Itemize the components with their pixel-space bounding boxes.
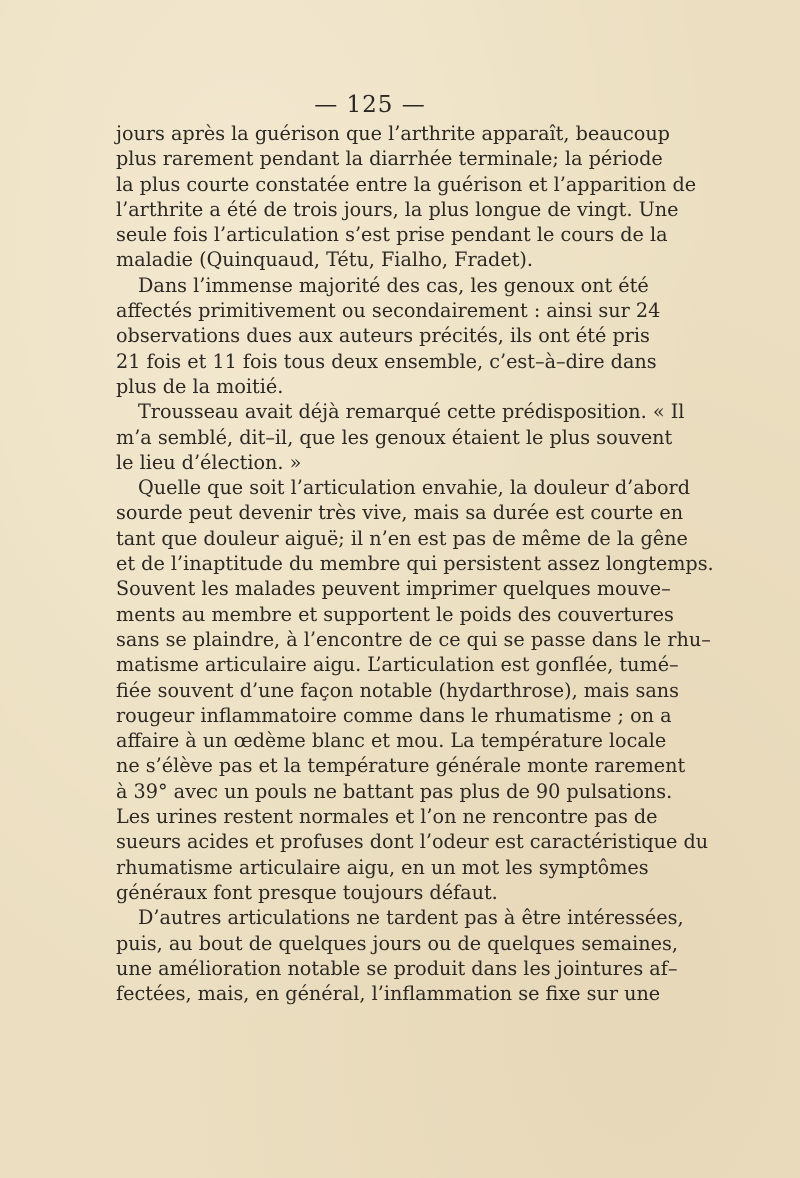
page-number: — 125 —	[314, 92, 426, 118]
text-line: la plus courte constatée entre la guérison et l’apparition de	[116, 172, 697, 196]
text-line: observations dues aux auteurs précités, ils ont été pris	[116, 324, 650, 348]
text-line: maladie (Quinquaud, Tétu, Fialho, Fradet).	[116, 248, 533, 272]
text-line: jours après la guérison que l’arthrite apparaît, beaucoup	[116, 122, 670, 145]
text-line: matisme articulaire aigu. L’articulation est gonflée, tumé–	[116, 653, 679, 677]
body-text	[116, 121, 714, 1006]
text-line: sourde peut devenir très vive, mais sa durée est courte en	[116, 501, 684, 525]
text-line: affectés primitivement ou secondairement : ainsi sur 24	[116, 299, 661, 323]
text-line: sueurs acides et profuses dont l’odeur est caractéristique du	[116, 830, 709, 854]
text-line: et de l’inaptitude du membre qui persistent assez longtemps.	[116, 552, 714, 576]
text-line: Quelle que soit l’articulation envahie, la douleur d’abord	[138, 476, 690, 500]
text-line: sans se plaindre, à l’encontre de ce qui se passe dans le rhu–	[116, 627, 711, 651]
text-line: tant que douleur aiguë; il n’en est pas de même de la gêne	[116, 526, 688, 550]
text-line: Dans l’immense majorité des cas, les genoux ont été	[138, 273, 649, 297]
text-line: fectées, mais, en général, l’inflammation se fixe sur une	[116, 982, 661, 1006]
text-line: ne s’élève pas et la température générale monte rarement	[116, 754, 686, 778]
text-line: généraux font presque toujours défaut.	[116, 880, 498, 904]
text-line: plus rarement pendant la diarrhée terminale; la période	[116, 147, 663, 171]
text-line: ments au membre et supportent le poids des couvertures	[116, 602, 674, 626]
text-line: plus de la moitié.	[116, 374, 284, 398]
text-line: puis, au bout de quelques jours ou de quelques semaines,	[116, 931, 678, 955]
text-line: Souvent les malades peuvent imprimer quelques mouve–	[116, 577, 671, 601]
text-line: le lieu d’élection. »	[116, 450, 302, 474]
text-line: une amélioration notable se produit dans les jointures af–	[116, 956, 678, 980]
text-line: l’arthrite a été de trois jours, la plus longue de vingt. Une	[116, 197, 679, 221]
text-line: Trousseau avait déjà remarqué cette prédisposition. « Il	[138, 400, 685, 424]
text-line: affaire à un œdème blanc et mou. La température locale	[116, 729, 667, 753]
text-line: à 39° avec un pouls ne battant pas plus de 90 pulsations.	[116, 779, 673, 803]
text-line: m’a semblé, dit–il, que les genoux étaient le plus souvent	[116, 425, 673, 449]
text-line: rougeur inflammatoire comme dans le rhumatisme ; on a	[116, 703, 672, 727]
text-line: rhumatisme articulaire aigu, en un mot les symptômes	[116, 855, 649, 879]
text-line: D’autres articulations ne tardent pas à être intéressées,	[138, 906, 684, 930]
text-line: fiée souvent d’une façon notable (hydarthrose), mais sans	[116, 678, 679, 702]
text-line: seule fois l’articulation s’est prise pendant le cours de la	[116, 223, 668, 247]
text-line: 21 fois et 11 fois tous deux ensemble, c’est–à–dire dans	[116, 349, 657, 373]
text-line: Les urines restent normales et l’on ne rencontre pas de	[116, 805, 658, 829]
